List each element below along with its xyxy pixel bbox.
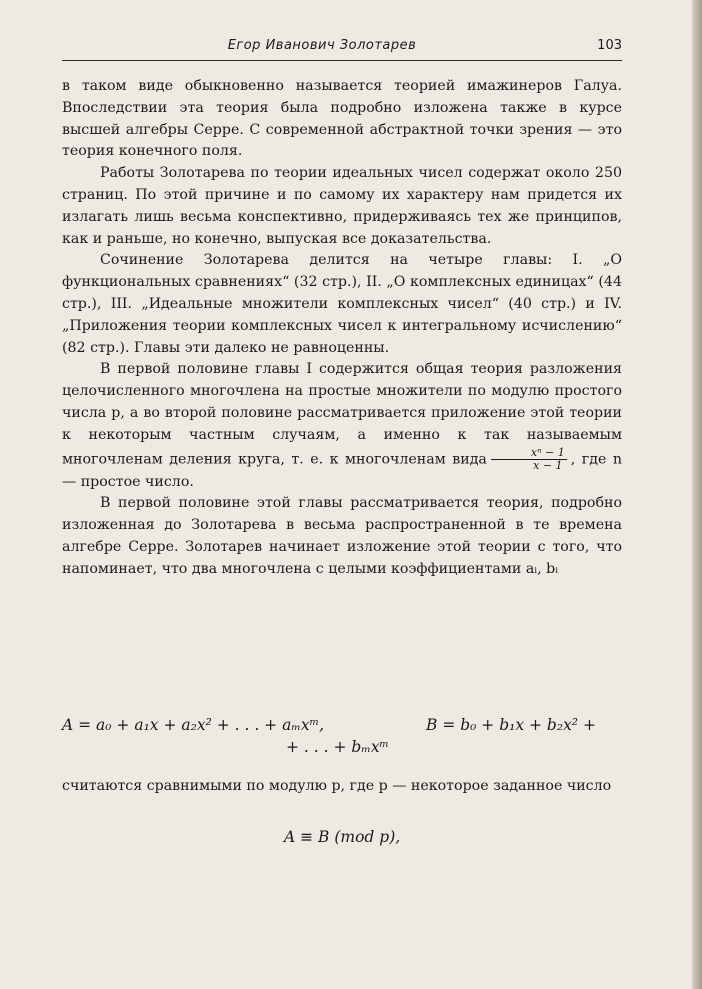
- paragraph-5: В первой половине этой главы рассматривается теория, подробно изложенная до Золотарева в весьма распространенной в те времена алгебре Серре. Золотарев начинает изложение этой теории с того, что напоминает, что два многочлена с целыми коэффициентами aᵢ, bᵢ: [62, 495, 622, 577]
- paragraph-4-tail: , где n — простое число.: [62, 451, 623, 490]
- page-edge: [692, 0, 702, 989]
- paragraph-4: [62, 359, 622, 493]
- formula-b-line1: B = b₀ + b₁x + b₂x² +: [426, 716, 596, 734]
- running-title: Егор Иванович Золотарев: [227, 38, 417, 53]
- formula-b-line2: + . . . + bₘxᵐ: [286, 738, 390, 756]
- page-number: 103: [597, 38, 622, 53]
- formula-a: A = a₀ + a₁x + a₂x² + . . . + aₘxᵐ,: [62, 716, 325, 734]
- running-header: [62, 36, 622, 56]
- body-text: [62, 76, 622, 581]
- paragraph-3: Сочинение Золотарева делится на четыре главы: I. „О функциональных сравнениях“ (32 стр.), II. „О комплексных единицах“ (44 стр.), III. „Идеальные множители комплексных чисел“ (40 стр.) и IV. „Приложения теории комплексных чисел к интегральному исчислению“ (82 стр.). Главы эти далеко не равноценны.: [62, 252, 622, 356]
- fraction-numerator: xⁿ − 1: [491, 447, 567, 460]
- cyclotomic-fraction: [491, 447, 567, 472]
- header-rule: [62, 60, 622, 61]
- paragraph-1: в таком виде обыкновенно называется теорией имажинеров Галуа. Впоследствии эта теория была подробно изложена также в курсе высшей алгебры Серре. С современной абстрактной точки зрения — это теория конечного поля.: [62, 78, 622, 160]
- paragraph-4-text: В первой половине главы I содержится общая теория разложения целочисленного многочлена на простые множители по модулю простого числа p, а во второй половине рассматривается приложение этой теории к некоторым частным случаям, а именно к так называемым многочленам деления круга, т. е. к многочленам вида: [62, 361, 622, 468]
- paragraph-2: Работы Золотарева по теории идеальных чисел содержат около 250 страниц. По этой причине и по самому их характеру нам придется их излагать лишь весьма конспективно, придерживаясь тех же принципов, как и раньше, но конечно, выпуская все доказательства.: [62, 165, 622, 247]
- paragraph-6: считаются сравнимыми по модулю p, где p — некоторое заданное число: [62, 778, 612, 794]
- fraction-denominator: x − 1: [533, 458, 563, 472]
- congruence-formula: A ≡ B (mod p),: [284, 828, 401, 846]
